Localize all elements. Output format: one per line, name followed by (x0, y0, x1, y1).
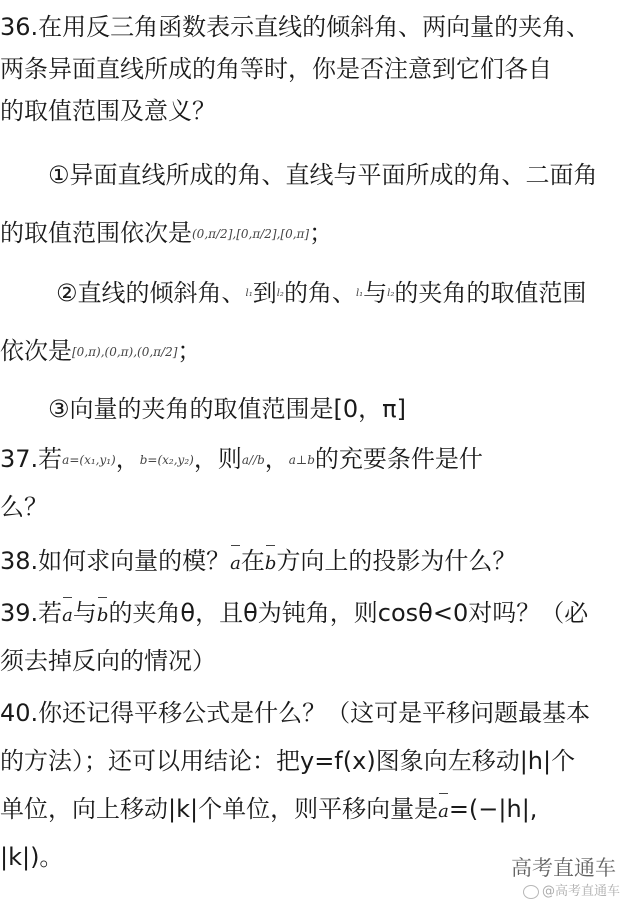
q39-mid: 与 (72, 599, 97, 627)
q37-line-2: 么？ (0, 493, 48, 521)
item-2-prefix: ②直线的倾斜角、 (56, 279, 246, 307)
q37-sep-2: ，则 (193, 445, 242, 473)
q36-item-1-range (0, 216, 640, 250)
q37-sep-1: ， (115, 445, 140, 473)
watermark-handle: @高考直通车 (541, 884, 620, 899)
parallel-condition: a//b (241, 453, 265, 467)
q36-line-3: 的取值范围及意义？ (0, 97, 216, 125)
q39-suffix: 的夹角θ，且θ为钝角，则cosθ<0对吗？（必 (108, 599, 589, 627)
q40-suffix: =(−|h|, (448, 795, 538, 823)
range2-formula: [0,π),(0,π),(0,π/2] (72, 345, 178, 359)
range-formula: (0,π/2],[0,π/2],[0,π] (192, 227, 310, 241)
l2-symbol: l₂ (276, 288, 284, 299)
q39-prefix: 39.若 (0, 599, 63, 627)
item-2-text-c: 与 (363, 279, 388, 307)
q38-line (0, 544, 640, 581)
range2-prefix: 依次是 (0, 337, 72, 365)
vector-a: a (230, 547, 241, 581)
l1-symbol: l₁ (245, 288, 253, 299)
range2-suffix: ； (177, 337, 202, 365)
l2-symbol-2: l₂ (387, 288, 395, 299)
vector-a-2: a (62, 599, 73, 633)
q37-suffix: 的充要条件是什 (314, 445, 483, 473)
q36-line-2: 两条异面直线所成的角等时，你是否注意到它们各自 (0, 55, 552, 83)
q38-suffix: 方向上的投影为什么？ (276, 547, 517, 575)
q36-item-1: ①异面直线所成的角、直线与平面所成的角、二面角 (48, 161, 598, 189)
q37-prefix: 37.若 (0, 445, 63, 473)
l1-symbol-2: l₁ (355, 288, 364, 299)
q39-line-1 (0, 596, 640, 633)
item-2-suffix: 的夹角的取值范围 (394, 279, 587, 307)
q37-line-1 (0, 442, 640, 476)
vector-a-3: a (438, 795, 449, 829)
vector-b: b (265, 547, 277, 581)
q38-prefix: 38.如何求向量的模？ (0, 547, 231, 575)
item-2-text-b: 的角、 (283, 279, 356, 307)
range-prefix: 的取值范围依次是 (0, 219, 192, 247)
q40-line-1: 40.你还记得平移公式是什么？（这可是平移问题最基本 (0, 699, 591, 727)
vector-b-2: b (97, 599, 109, 633)
vector-b-def: b=(x₂,y₂) (139, 453, 194, 467)
item-2-text-a: 到 (252, 279, 277, 307)
watermark-title: 高考直通车 (511, 856, 616, 880)
q36-line-1: 36.在用反三角函数表示直线的倾斜角、两向量的夹角、 (0, 13, 591, 41)
q36-item-2-range (0, 334, 640, 368)
q39-line-2: 须去掉反向的情况） (0, 647, 216, 675)
vector-a-def: a=(x₁,y₁) (62, 453, 116, 467)
weibo-icon (523, 885, 539, 899)
q40-line-3 (0, 792, 640, 829)
q40-line-4: |k|)。 (0, 843, 64, 871)
q36-item-3: ③向量的夹角的取值范围是[0，π] (48, 395, 406, 423)
q40-line-2: 的方法）；还可以用结论：把y=f(x)图象向左移动|h|个 (0, 747, 576, 775)
q37-sep-3: ， (264, 445, 289, 473)
q36-item-2 (0, 276, 640, 310)
watermark-sub (523, 880, 620, 899)
q40-prefix: 单位，向上移动|k|个单位，则平移向量是 (0, 795, 439, 823)
perpendicular-condition: a⊥b (288, 453, 315, 467)
q38-mid: 在 (240, 547, 265, 575)
range-suffix: ； (309, 219, 334, 247)
